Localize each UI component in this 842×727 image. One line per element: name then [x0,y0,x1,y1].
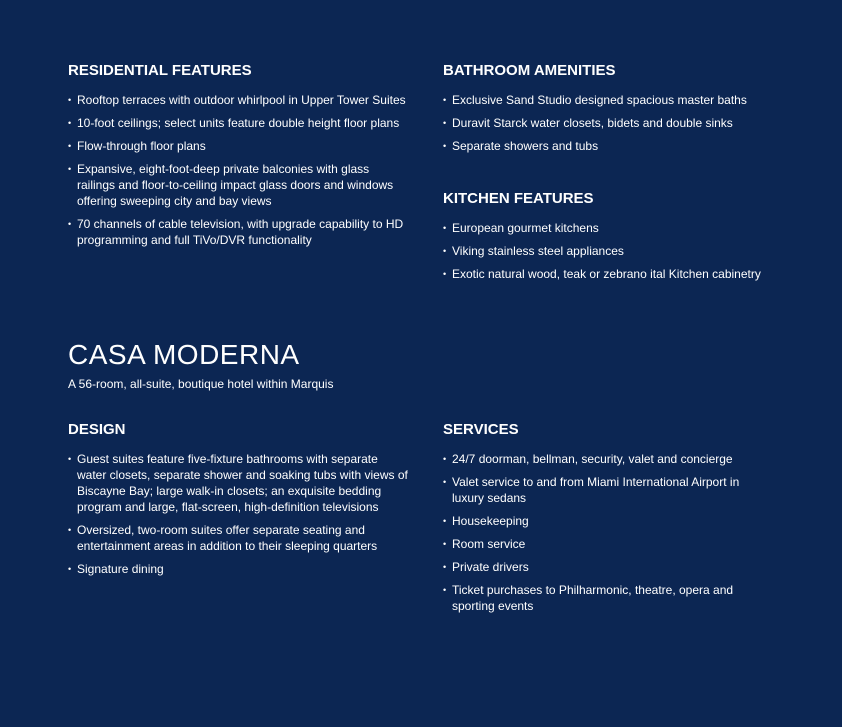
residential-features-list [68,92,408,248]
list-item: • Duravit Starck water closets, bidets and double sinks [443,115,783,131]
list-item: • Room service [443,536,773,552]
list-item: • Housekeeping [443,513,773,529]
list-item: • Separate showers and tubs [443,138,783,154]
list-item: • Guest suites feature five-fixture bathrooms with separate water closets, separate shower and soaking tubs with views of Biscayne Bay; large walk-in closets; an exquisite bedding program and large, flat-screen, high-definition televisions [68,451,408,515]
list-item: • 70 channels of cable television, with upgrade capability to HD programming and full TiVo/DVR functionality [68,216,408,248]
kitchen-features-list [443,220,763,282]
design-list [68,451,408,577]
list-item: • Ticket purchases to Philharmonic, theatre, opera and sporting events [443,582,773,614]
design-heading: DESIGN [68,421,126,438]
list-item: • Flow-through floor plans [68,138,408,154]
design-section [68,421,408,584]
list-item: • Viking stainless steel appliances [443,243,763,259]
list-item: • Valet service to and from Miami International Airport in luxury sedans [443,474,773,506]
list-item: • 10-foot ceilings; select units feature double height floor plans [68,115,408,131]
services-section [443,421,773,621]
services-list [443,451,773,614]
bathroom-amenities-list [443,92,783,154]
list-item: • 24/7 doorman, bellman, security, valet and concierge [443,451,773,467]
list-item: • Signature dining [68,561,408,577]
kitchen-features-section [443,190,763,289]
casa-moderna-subtitle: A 56-room, all-suite, boutique hotel within Marquis [68,377,334,391]
list-item: • Private drivers [443,559,773,575]
casa-moderna-title: CASA MODERNA [68,339,300,370]
list-item: • Expansive, eight-foot-deep private balconies with glass railings and floor-to-ceiling impact glass doors and windows offering sweeping city and bay views [68,161,408,209]
list-item: • Exotic natural wood, teak or zebrano ital Kitchen cabinetry [443,266,763,282]
services-heading: SERVICES [443,421,519,438]
residential-features-section [68,62,408,255]
residential-features-heading: RESIDENTIAL FEATURES [68,62,252,79]
list-item: • Exclusive Sand Studio designed spacious master baths [443,92,783,108]
casa-moderna-section [68,338,468,392]
list-item: • Rooftop terraces with outdoor whirlpool in Upper Tower Suites [68,92,408,108]
bathroom-amenities-section [443,62,783,161]
list-item: • European gourmet kitchens [443,220,763,236]
bathroom-amenities-heading: BATHROOM AMENITIES [443,62,616,79]
kitchen-features-heading: KITCHEN FEATURES [443,190,594,207]
list-item: • Oversized, two-room suites offer separate seating and entertainment areas in addition to their sleeping quarters [68,522,408,554]
